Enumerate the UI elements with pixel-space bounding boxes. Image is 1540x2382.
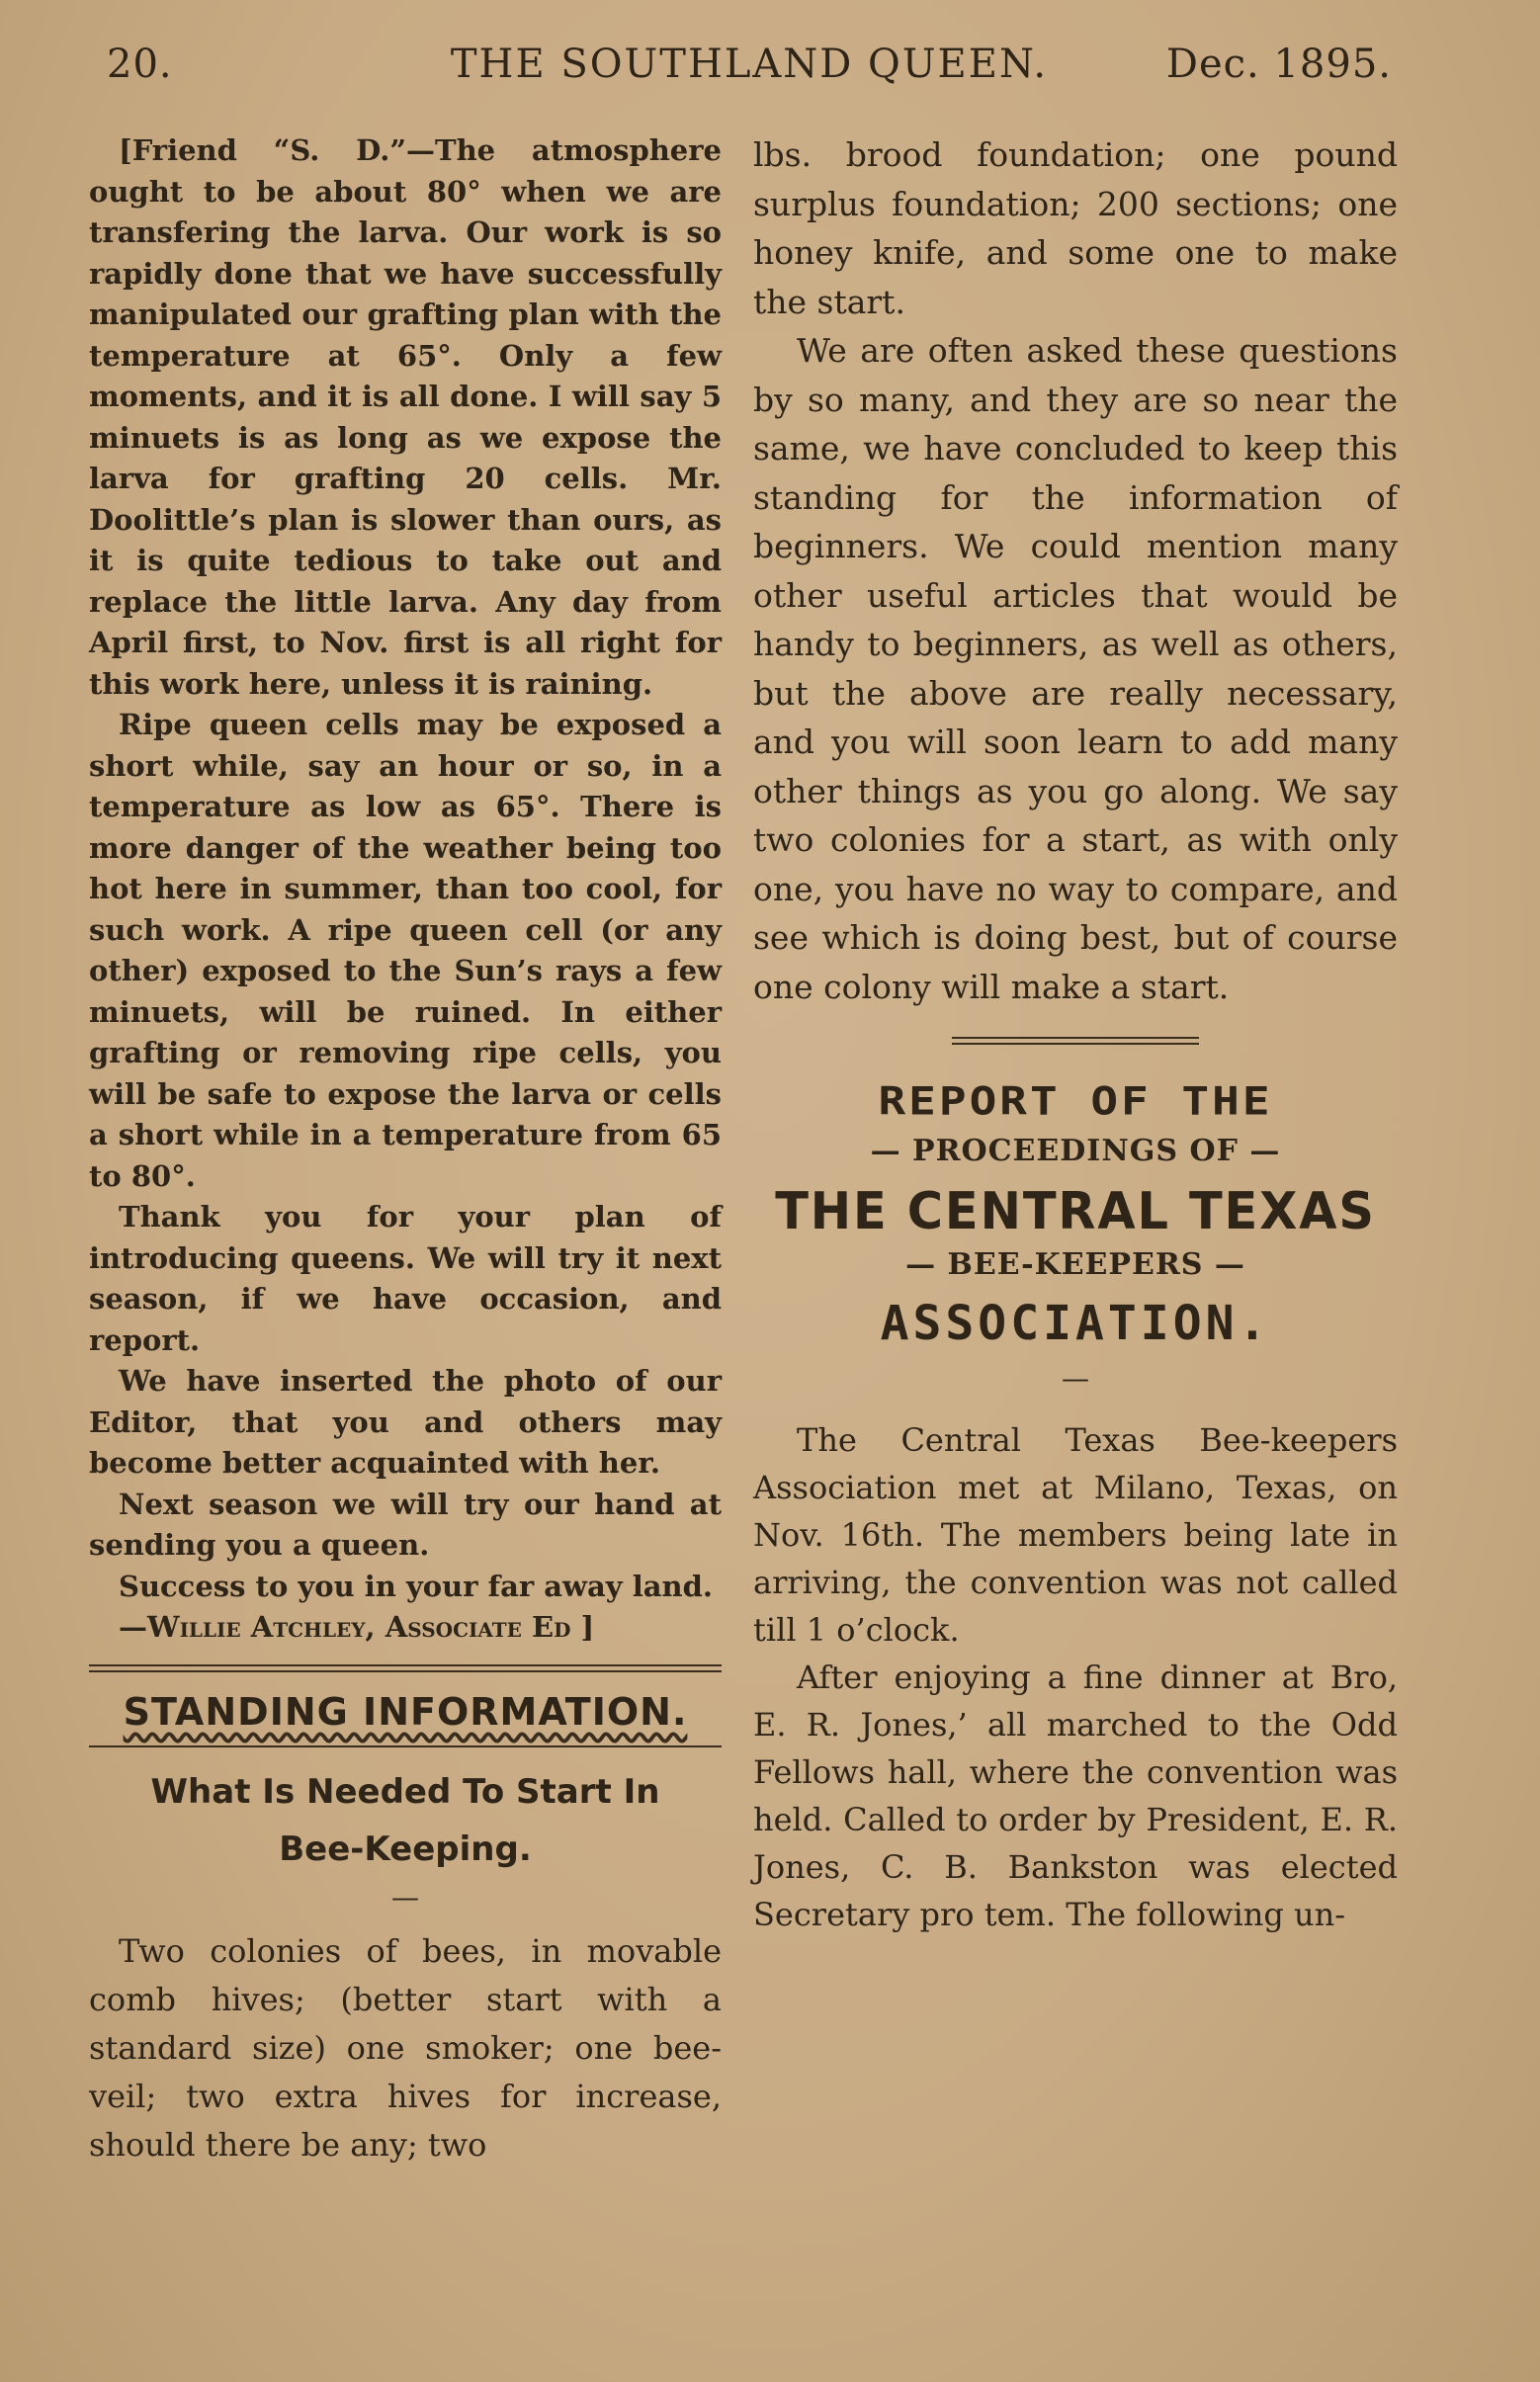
right-paragraph: We are often asked these questions by so many, and they are so near the same, we have concluded to keep this standing for the information of beginners. We could mention many other useful articles that would be handy to beginners, as well as others, but the above are really necessary, and you will soon learn to add many other things as you go along. We say two colonies for a start, as with only one, you have no way to compare, and see which is doing best, but of course one colony will make a start. <box>753 331 1398 1006</box>
standing-information-heading: STANDING INFORMATION. <box>123 1689 688 1734</box>
bee-keepers-subtitle: — BEE-KEEPERS — <box>905 1247 1245 1282</box>
publication-title: THE SOUTHLAND QUEEN. <box>450 42 1049 87</box>
central-texas-title: THE CENTRAL TEXAS <box>775 1182 1376 1241</box>
title-dash: — <box>1062 1362 1089 1395</box>
left-paragraph: Ripe queen cells may be exposed a short while, say an hour or so, in a temperature as low as 65°. There is more danger of the weather being too hot here in summer, than too cool, for such work. A ripe queen cell (or any other) exposed to the Sun’s rays a few minuets, will be ruined. In either grafting or removing ripe cells, you will be safe to expose the larva or cells a short while in a temperature from 65 to 80°. <box>89 708 722 1193</box>
right-column <box>753 130 1398 1938</box>
meeting-paragraph: The Central Texas Bee-keepers Association met at Milano, Texas, on Nov. 16th. The members being late in arriving, the convention was not called till 1 o’clock. <box>753 1421 1398 1649</box>
left-column <box>89 130 722 2169</box>
association-title: ASSOCIATION. <box>880 1296 1271 1351</box>
meeting-paragraph: After enjoying a fine dinner at Bro, E. R. Jones,’ all marched to the Odd Fellows hall, where the convention was held. Called to order by President, E. R. Jones, C. B. Bankston was elected Secretary pro tem. The following un- <box>753 1659 1398 1933</box>
signature: —Willie Atchley, Associate Ed ] <box>119 1610 595 1644</box>
page-header <box>107 42 1392 101</box>
left-paragraph: Success to you in your far away land. <box>119 1569 713 1603</box>
article-title: What Is Needed To Start In Bee-Keeping. <box>150 1771 660 1869</box>
left-paragraph: We have inserted the photo of our Editor, that you and others may become better acquainted with her. <box>89 1364 722 1480</box>
right-paragraph: lbs. brood foundation; one pound surplus foundation; 200 sections; one honey knife, and some one to make the start. <box>753 135 1398 321</box>
article-body: Two colonies of bees, in movable comb hives; (better start with a standard size) one smoker; one bee-veil; two extra hives for increase, should there be any; two <box>89 1931 722 2164</box>
left-paragraph: [Friend “S. D.”—The atmosphere ought to be about 80° when we are transfering the larva. Our work is so rapidly done that we have successfully manipulated our grafting plan with the temperature at 65°. Only a few moments, and it is all done. I will say 5 minuets is as long as we expose the larva for grafting 20 cells. Mr. Doolittle’s plan is slower than ours, as it is quite tedious to take out and replace the little larva. Any day from April first, to Nov. first is all right for this work here, unless it is raining. <box>89 133 722 701</box>
title-dash: — <box>391 1880 419 1914</box>
section-divider <box>89 1664 722 1672</box>
issue-date: Dec. 1895. <box>1165 42 1392 87</box>
left-paragraph: Next season we will try our hand at sending you a queen. <box>89 1487 722 1562</box>
page-number: 20. <box>107 42 173 87</box>
heading-rule <box>89 1745 722 1747</box>
report-title: REPORT OF THE <box>878 1078 1273 1124</box>
section-divider <box>952 1037 1199 1045</box>
proceedings-subtitle: — PROCEEDINGS OF — <box>870 1134 1281 1168</box>
left-paragraph: Thank you for your plan of introducing queens. We will try it next season, if we have occasion, and report. <box>89 1200 722 1357</box>
